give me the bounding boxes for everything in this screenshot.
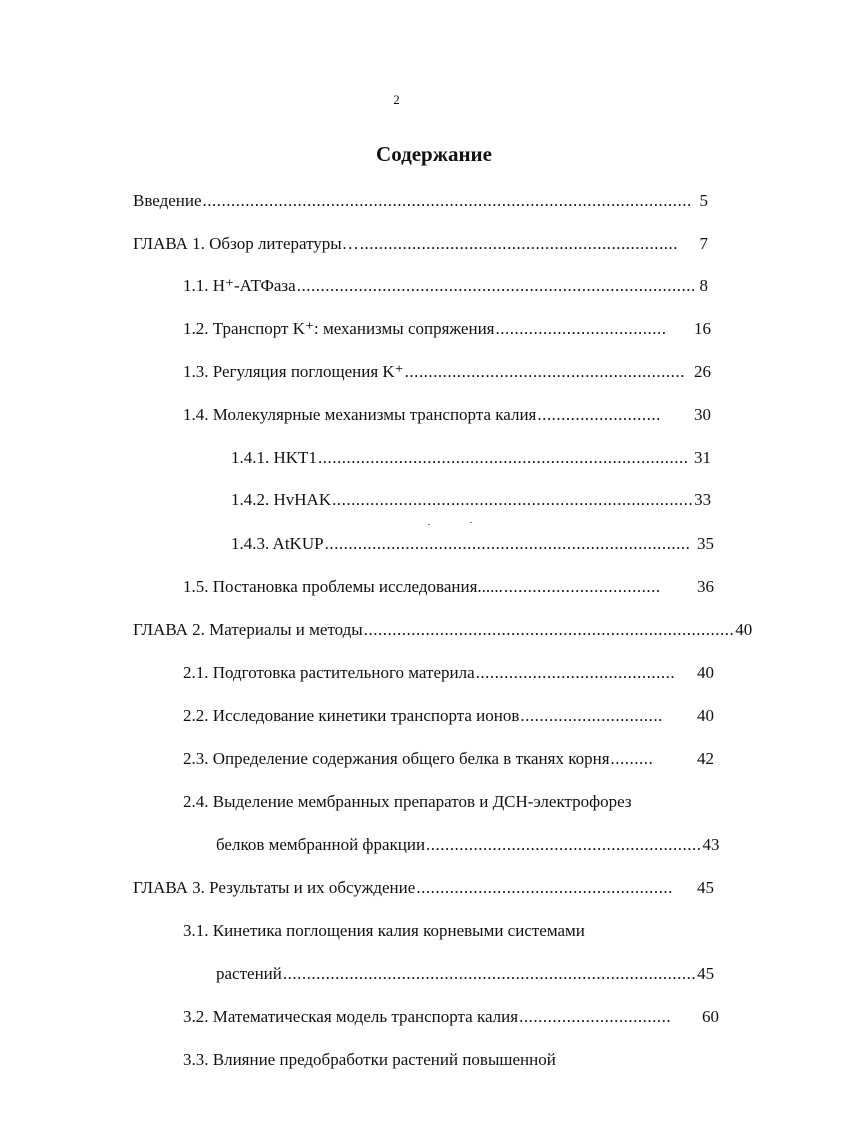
toc-leader-dots: ....................................: [495, 319, 667, 338]
toc-page-number: 40: [697, 706, 714, 725]
toc-entry-1-5: [183, 577, 714, 599]
toc-page-number: 8: [699, 276, 708, 295]
toc-entry-chapter-3: [133, 878, 714, 900]
toc-entry-1-1: [183, 276, 708, 298]
toc-entry-text: 1.3. Регуляция поглощения K⁺: [183, 362, 404, 381]
toc-entry-text: 1.4. Молекулярные механизмы транспорта калия: [183, 405, 537, 424]
toc-entry-1-4-2: [231, 490, 711, 512]
toc-entry-3-3-title: 3.3. Влияние предобработки растений повышенной: [183, 1050, 556, 1069]
toc-leader-dots: ..............................................................................: [317, 448, 689, 467]
toc-leader-dots: ..............................................................................: [363, 620, 735, 639]
toc-entry-text: 1.4.2. HvHAK: [231, 490, 332, 509]
toc-entry-1-3: [183, 362, 711, 384]
toc-leader-dots: .................................: [503, 577, 661, 596]
toc-entry-3-1-title: 3.1. Кинетика поглощения калия корневыми системами: [183, 921, 585, 940]
toc-leader-dots: .........: [610, 749, 654, 768]
toc-page-number: 45: [697, 878, 714, 897]
toc-entry-2-3: [183, 749, 714, 771]
toc-entry-text: 2.1. Подготовка растительного материла: [183, 663, 475, 682]
toc-entry-text: 1.2. Транспорт K⁺: механизмы сопряжения: [183, 319, 495, 338]
toc-entry-text: 1.5. Постановка проблемы исследования......: [183, 577, 503, 596]
toc-leader-dots: ..........................................: [475, 663, 676, 682]
toc-entry-1-4-3: [231, 534, 714, 556]
toc-leader-dots: ...................................................................: [359, 234, 678, 253]
toc-entry-text: растений: [216, 964, 282, 983]
toc-entry-chapter-1: [133, 234, 708, 256]
toc-entry-text: 3.2. Математическая модель транспорта калия: [183, 1007, 519, 1026]
toc-leader-dots: .............................................................................: [324, 534, 691, 553]
toc-leader-dots: ......................................................: [416, 878, 673, 897]
toc-entry-1-2: [183, 319, 711, 341]
toc-page-number: 45: [697, 964, 715, 983]
scan-speck: [428, 524, 430, 525]
toc-page-number: 35: [697, 534, 714, 553]
toc-entry-2-2: [183, 706, 714, 728]
toc-entry-3-2: [183, 1007, 719, 1029]
toc-entry-text: 1.4.1. HKT1: [231, 448, 317, 467]
toc-page-number: 30: [694, 405, 711, 424]
toc-entry-chapter-2: [133, 620, 753, 642]
toc-entry-text: ГЛАВА 2. Материалы и методы: [133, 620, 363, 639]
toc-entry-2-4-title: 2.4. Выделение мембранных препаратов и ДСН-электрофорез: [183, 792, 632, 811]
toc-page-number: 16: [694, 319, 711, 338]
toc-entry-text: 1.4.3. AtKUP: [231, 534, 324, 553]
toc-leader-dots: .......................................................................................................: [202, 191, 692, 210]
toc-entry-1-4-1: [231, 448, 711, 470]
toc-leader-dots: ..........................: [537, 405, 661, 424]
toc-entry-text: ГЛАВА 1. Обзор литературы…: [133, 234, 359, 253]
toc-leader-dots: ............................................................................: [332, 490, 694, 509]
toc-page-number: 43: [702, 835, 720, 854]
page-title: Содержание: [376, 142, 492, 166]
toc-leader-dots: ..........................................................: [426, 835, 702, 854]
toc-page-number: 60: [702, 1007, 719, 1026]
toc-page-number: 40: [735, 620, 753, 639]
toc-entry-2-4: [216, 835, 720, 857]
toc-entry-text: Введение: [133, 191, 202, 210]
scan-speck: [470, 522, 472, 523]
toc-entry-2-1: [183, 663, 714, 685]
toc-entry-intro: [133, 191, 708, 213]
toc-page-number: 36: [697, 577, 714, 596]
toc-page-number: 7: [699, 234, 708, 253]
toc-leader-dots: ..............................: [520, 706, 663, 725]
toc-leader-dots: ................................: [519, 1007, 672, 1026]
toc-entry-text: белков мембранной фракции: [216, 835, 426, 854]
toc-page-number: 31: [694, 448, 711, 467]
toc-leader-dots: ...........................................................: [404, 362, 685, 381]
toc-entry-text: 1.1. H⁺-АТФаза: [183, 276, 296, 295]
toc-page-number: 42: [697, 749, 714, 768]
toc-page-number: 40: [697, 663, 714, 682]
toc-page-number: 33: [694, 490, 712, 509]
toc-leader-dots: ....................................................................................: [296, 276, 696, 295]
toc-entry-text: ГЛАВА 3. Результаты и их обсуждение: [133, 878, 416, 897]
toc-page-number: 5: [699, 191, 708, 210]
toc-entry-text: 2.3. Определение содержания общего белка в тканях корня: [183, 749, 610, 768]
toc-leader-dots: .......................................................................................: [282, 964, 697, 983]
toc-entry-text: 2.2. Исследование кинетики транспорта ионов: [183, 706, 520, 725]
page-number: 2: [393, 92, 400, 107]
toc-entry-3-1: [216, 964, 714, 986]
toc-page-number: 26: [694, 362, 711, 381]
toc-entry-1-4: [183, 405, 711, 427]
